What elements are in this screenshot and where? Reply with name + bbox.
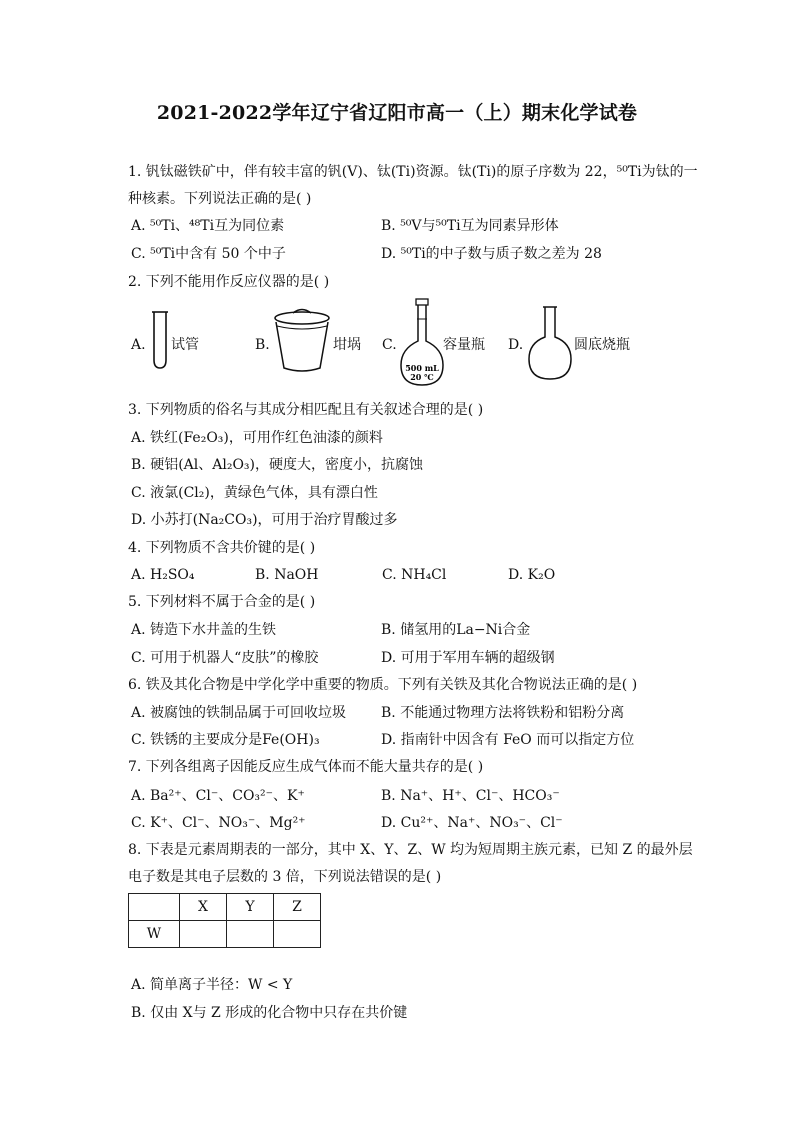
q2-option-a-letter: A. [131,337,146,353]
test-tube-icon [150,310,170,372]
q4-option-b: B. NaOH [255,567,319,583]
q8-option-b: B. 仅由 X与 Z 形成的化合物中只存在共价键 [131,1005,408,1021]
crucible-icon [271,306,333,376]
q4-option-a: A. H₂SO₄ [131,567,195,583]
periodic-table-fragment [128,893,321,948]
q8-option-a: A. 简单离子半径：W < Y [131,977,293,993]
q1-stem-line1: 1. 钒钛磁铁矿中，伴有较丰富的钒(V)、钛(Ti)资源。钛(Ti)的原子序数为 22，⁵⁰Ti为钛的一 [128,164,698,180]
round-bottom-flask-icon [527,305,573,381]
q8-stem-line2: 电子数是其电子层数的 3 倍，下列说法错误的是( ) [128,869,442,885]
table-cell [129,894,180,921]
q2-option-c-label: 容量瓶 [443,337,485,353]
q6-option-b: B. 不能通过物理方法将铁粉和铝粉分离 [381,705,625,721]
q6-stem: 6. 铁及其化合物是中学化学中重要的物质。下列有关铁及其化合物说法正确的是( ) [128,677,638,693]
q6-option-d: D. 指南针中因含有 FeO 而可以指定方位 [381,732,635,748]
table-cell [180,921,227,948]
q1-option-a: A. ⁵⁰Ti、⁴⁸Ti互为同位素 [131,218,285,234]
q2-option-b-label: 坩埚 [333,337,361,353]
q7-stem: 7. 下列各组离子因能反应生成气体而不能大量共存的是( ) [128,759,484,775]
q7-option-c: C. K⁺、Cl⁻、NO₃⁻、Mg²⁺ [131,815,306,831]
volumetric-flask-icon [399,297,445,387]
table-cell: W [129,921,180,948]
q2-option-d-label: 圆底烧瓶 [574,337,630,353]
q1-stem-line2: 种核素。下列说法正确的是( ) [128,191,312,207]
q6-option-a: A. 被腐蚀的铁制品属于可回收垃圾 [131,705,347,721]
q2-option-a-label: 试管 [171,337,199,353]
flask-temperature-mark: 20 ℃ [410,372,434,382]
table-cell: X [180,894,227,921]
table-row [129,921,321,948]
q2-option-c-letter: C. [382,337,397,353]
q4-stem: 4. 下列物质不含共价键的是( ) [128,540,316,556]
q5-option-b: B. 储氢用的La−Ni合金 [381,622,531,638]
q5-stem: 5. 下列材料不属于合金的是( ) [128,594,316,610]
q5-option-d: D. 可用于军用车辆的超级钢 [381,650,555,666]
q3-option-b: B. 硬铝(Al、Al₂O₃)，硬度大，密度小，抗腐蚀 [131,457,423,473]
q3-stem: 3. 下列物质的俗名与其成分相匹配且有关叙述合理的是( ) [128,402,484,418]
q5-option-a: A. 铸造下水井盖的生铁 [131,622,277,638]
q2-option-b-letter: B. [255,337,270,353]
q1-option-d: D. ⁵⁰Ti的中子数与质子数之差为 28 [381,246,602,262]
q1-option-c: C. ⁵⁰Ti中含有 50 个中子 [131,246,286,262]
q6-option-c: C. 铁锈的主要成分是Fe(OH)₃ [131,732,320,748]
table-row [129,894,321,921]
q4-option-c: C. NH₄Cl [382,567,447,583]
page-title: 2021-2022学年辽宁省辽阳市高一（上）期末化学试卷 [156,102,638,124]
q7-option-d: D. Cu²⁺、Na⁺、NO₃⁻、Cl⁻ [381,815,563,831]
q3-option-d: D. 小苏打(Na₂CO₃)，可用于治疗胃酸过多 [131,512,398,528]
q5-option-c: C. 可用于机器人“皮肤”的橡胶 [131,650,319,666]
flask-volume-mark: 500 mL [405,363,439,373]
q2-option-d-letter: D. [508,337,524,353]
q3-option-a: A. 铁红(Fe₂O₃)，可用作红色油漆的颜料 [131,430,383,446]
q4-option-d: D. K₂O [508,567,556,583]
q7-option-b: B. Na⁺、H⁺、Cl⁻、HCO₃⁻ [381,788,560,804]
table-cell: Y [227,894,274,921]
q2-stem: 2. 下列不能用作反应仪器的是( ) [128,274,330,290]
q1-option-b: B. ⁵⁰V与⁵⁰Ti互为同素异形体 [381,218,559,234]
table-cell [274,921,321,948]
table-cell: Z [274,894,321,921]
q8-stem-line1: 8. 下表是元素周期表的一部分，其中 X、Y、Z、W 均为短周期主族元素，已知 Z 的最外层 [128,842,693,858]
q7-option-a: A. Ba²⁺、Cl⁻、CO₃²⁻、K⁺ [131,788,305,804]
table-cell [227,921,274,948]
q3-option-c: C. 液氯(Cl₂)，黄绿色气体，具有漂白性 [131,485,378,501]
